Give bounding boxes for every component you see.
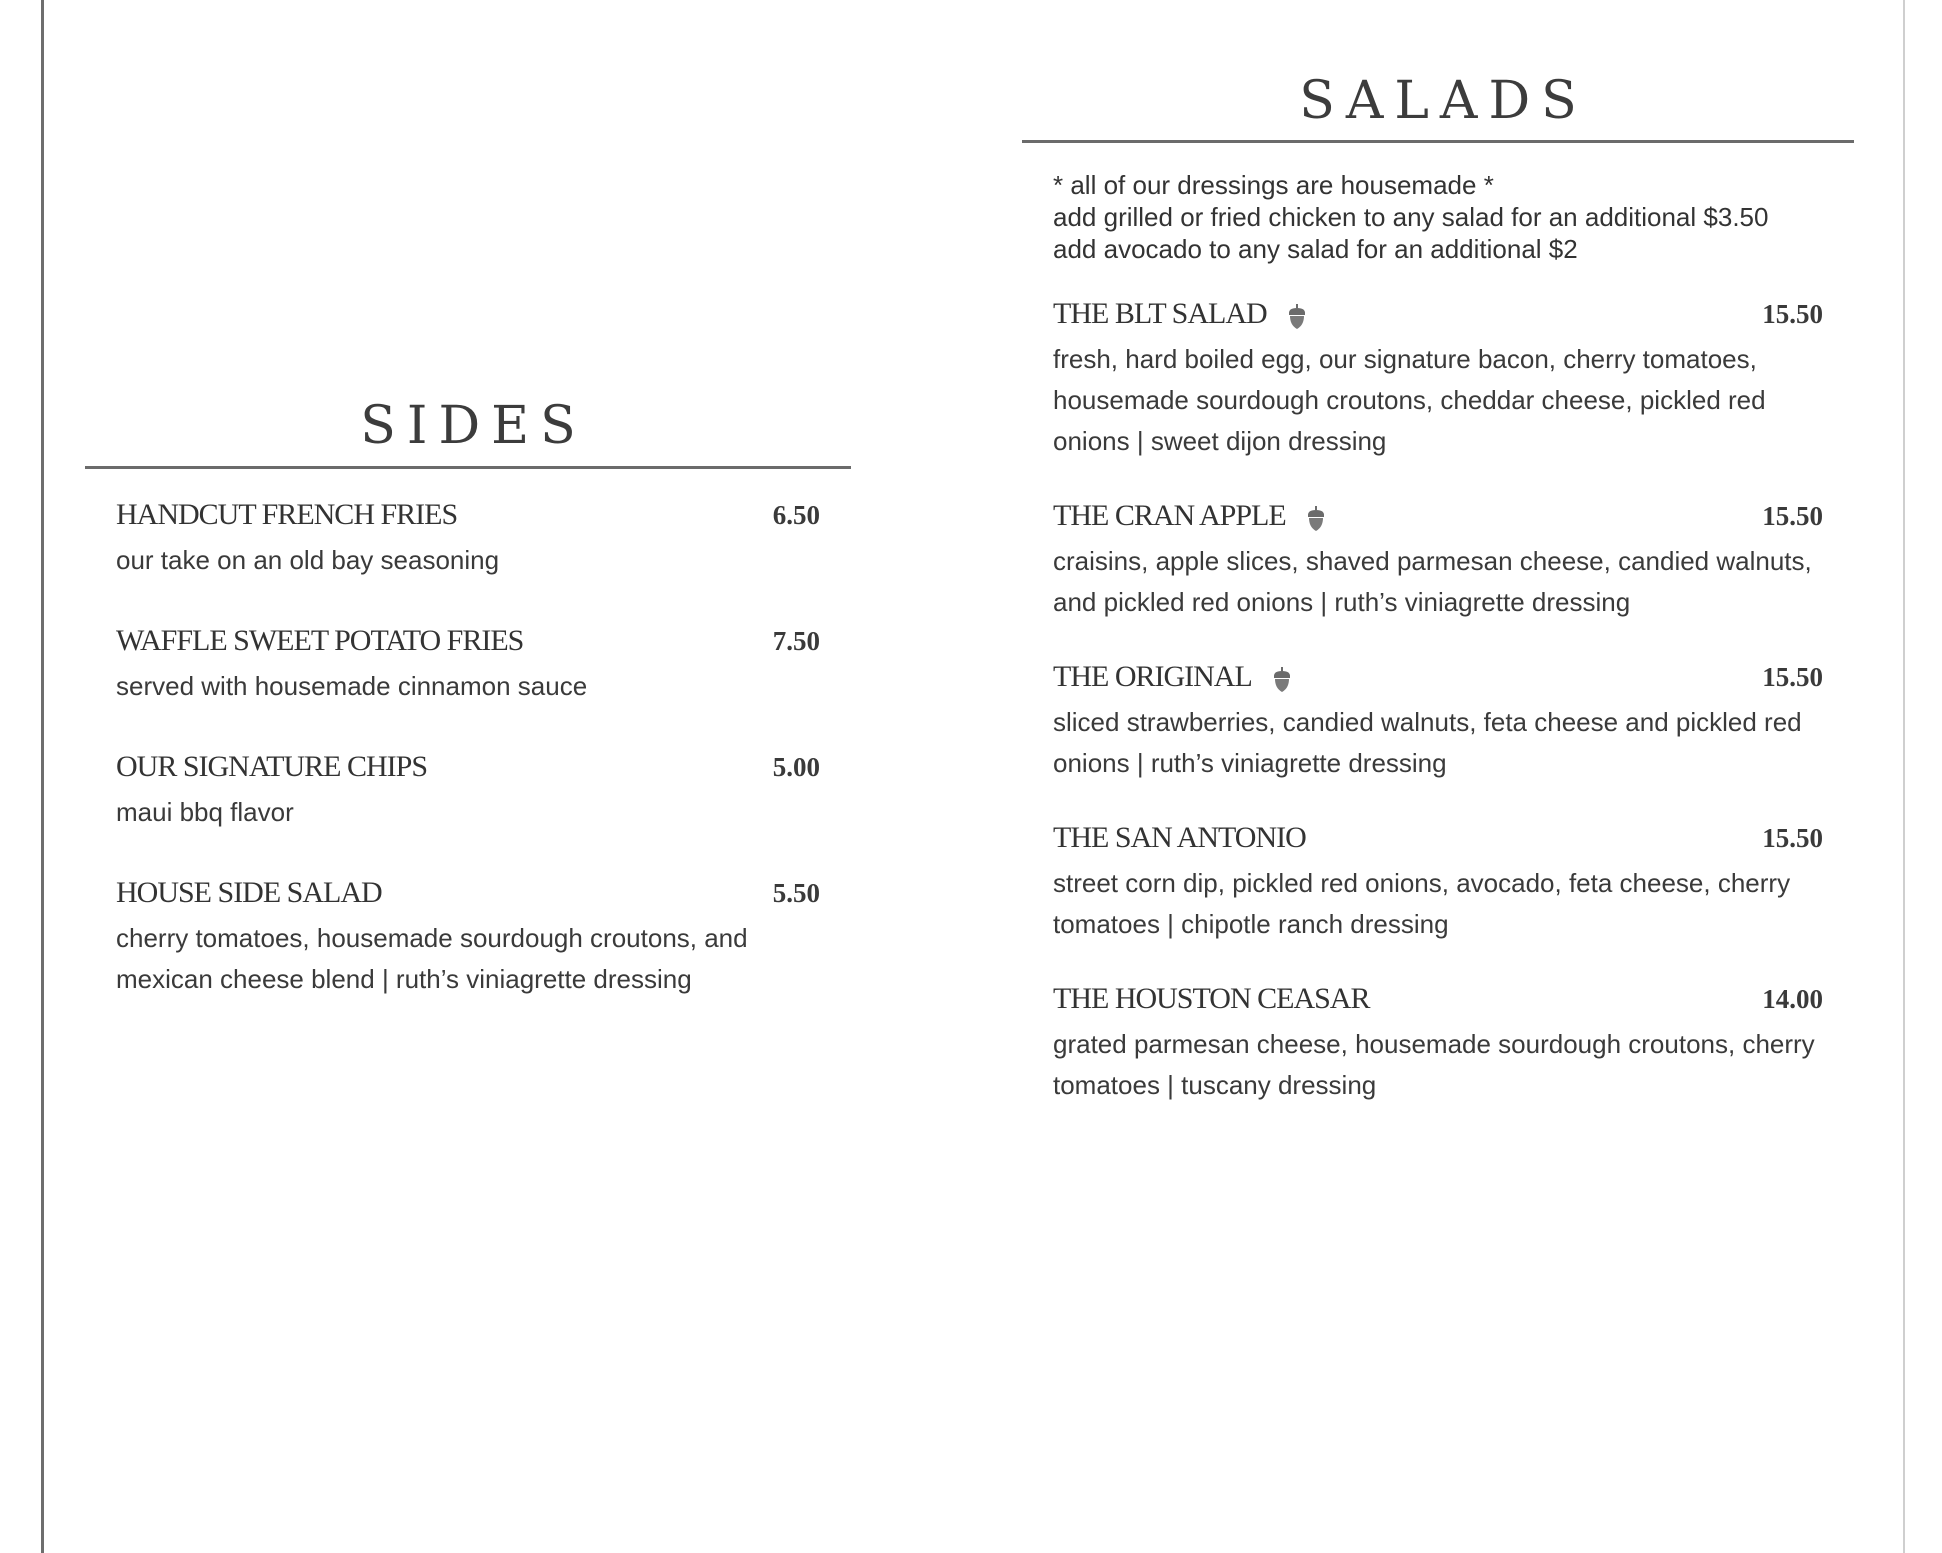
menu-item-name: THE CRAN APPLE — [1053, 499, 1286, 532]
acorn-icon — [1306, 505, 1326, 533]
page-border-left — [41, 0, 44, 1553]
menu-item-description: fresh, hard boiled egg, our signature bacon, cherry tomatoes, housemade sourdough croutons, cheddar cheese, pickled red onions | sweet dijon dressing — [1053, 344, 1766, 456]
salads-note: * all of our dressings are housemade * — [1053, 170, 1494, 200]
menu-item-header — [116, 874, 820, 912]
menu-item-description: grated parmesan cheese, housemade sourdough croutons, cherry tomatoes | tuscany dressing — [1053, 1029, 1815, 1100]
menu-item-name: HANDCUT FRENCH FRIES — [116, 498, 458, 531]
menu-item-header — [116, 622, 820, 660]
menu-item — [1053, 819, 1823, 945]
menu-item-price: 6.50 — [772, 499, 820, 530]
salads-note: add grilled or fried chicken to any salad for an additional $3.50 — [1053, 202, 1769, 232]
sides-list — [85, 469, 851, 1000]
menu-item-header — [1053, 980, 1823, 1018]
menu-item-name: THE HOUSTON CEASAR — [1053, 982, 1370, 1015]
menu-item-price: 15.50 — [1762, 500, 1823, 531]
menu-item-price: 15.50 — [1762, 298, 1823, 329]
menu-item-name: WAFFLE SWEET POTATO FRIES — [116, 624, 524, 657]
sides-title: SIDES — [360, 396, 587, 456]
salads-note: add avocado to any salad for an additional $2 — [1053, 234, 1578, 264]
menu-item-description: our take on an old bay seasoning — [116, 545, 500, 575]
menu-item-name: THE ORIGINAL — [1053, 660, 1252, 693]
page-border-right — [1903, 0, 1905, 1553]
menu-item-header — [1053, 658, 1823, 696]
menu-item-name: THE BLT SALAD — [1053, 297, 1267, 330]
menu-item-price: 7.50 — [772, 625, 820, 656]
menu-item-name: HOUSE SIDE SALAD — [116, 876, 382, 909]
salads-notes — [1022, 143, 1854, 265]
menu-item-header — [116, 496, 820, 534]
salads-title: SALADS — [1299, 71, 1588, 131]
menu-item-description: craisins, apple slices, shaved parmesan cheese, candied walnuts, and pickled red onions | ruth’s viniagrette dressing — [1053, 546, 1812, 617]
acorn-icon — [1272, 666, 1292, 694]
menu-item-description: street corn dip, pickled red onions, avocado, feta cheese, cherry tomatoes | chipotle ranch dressing — [1053, 868, 1791, 939]
menu-item-price: 14.00 — [1762, 983, 1823, 1014]
sides-section — [85, 396, 851, 1041]
salads-section — [1022, 71, 1854, 1141]
menu-item — [1053, 980, 1823, 1106]
menu-item — [1053, 658, 1823, 784]
menu-item — [116, 748, 820, 833]
menu-item-header — [116, 748, 820, 786]
menu-item-name: THE SAN ANTONIO — [1053, 821, 1306, 854]
menu-item-price: 5.50 — [772, 877, 820, 908]
salads-list — [1022, 265, 1854, 1106]
menu-item-price: 15.50 — [1762, 661, 1823, 692]
menu-item-header — [1053, 295, 1823, 333]
menu-item-price: 5.00 — [772, 751, 820, 782]
menu-item-description: maui bbq flavor — [116, 797, 294, 827]
menu-item — [1053, 497, 1823, 623]
menu-item — [116, 874, 820, 1000]
menu-item — [116, 622, 820, 707]
menu-item-price: 15.50 — [1762, 822, 1823, 853]
menu-item — [116, 496, 820, 581]
menu-item-header — [1053, 819, 1823, 857]
menu-item-description: served with housemade cinnamon sauce — [116, 671, 588, 701]
menu-item-description: sliced strawberries, candied walnuts, feta cheese and pickled red onions | ruth’s viniagrette dressing — [1053, 707, 1802, 778]
menu-item-header — [1053, 497, 1823, 535]
acorn-icon — [1287, 303, 1307, 331]
menu-item — [1053, 295, 1823, 462]
menu-item-name: OUR SIGNATURE CHIPS — [116, 750, 428, 783]
menu-item-description: cherry tomatoes, housemade sourdough croutons, and mexican cheese blend | ruth’s viniagrette dressing — [116, 923, 748, 994]
